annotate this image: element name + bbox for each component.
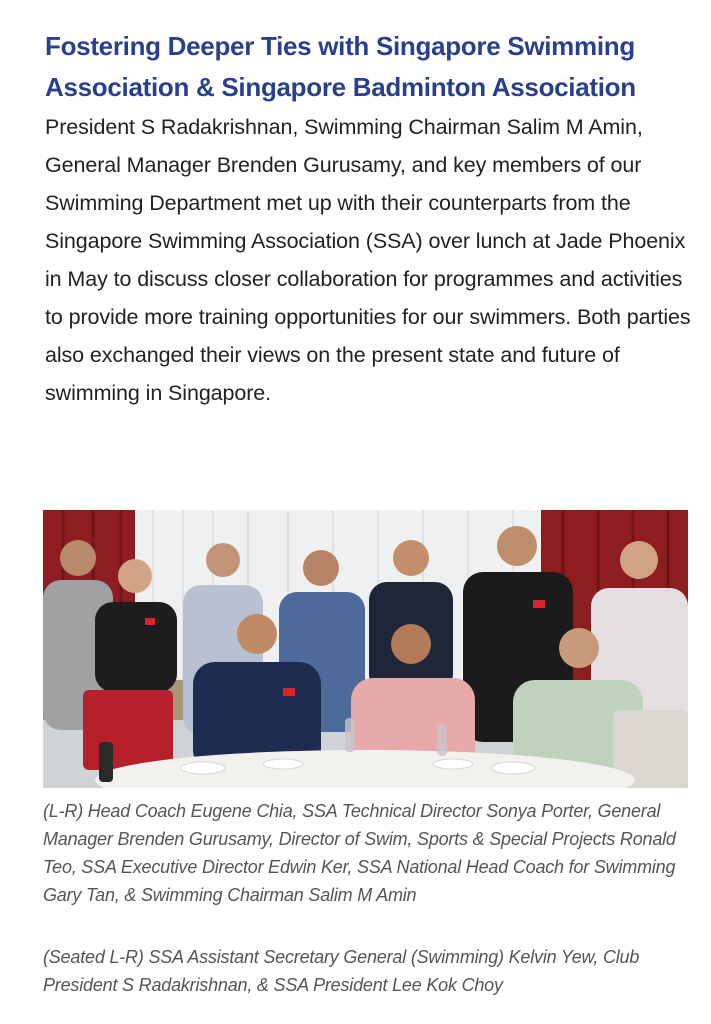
group-photo <box>43 510 688 788</box>
group-photo-illustration <box>43 510 688 788</box>
article <box>45 26 695 412</box>
photo-caption-seated: (Seated L-R) SSA Assistant Secretary General (Swimming) Kelvin Yew, Club President S Radakrishnan, & SSA President Lee Kok Choy <box>43 947 640 995</box>
article-body: President S Radakrishnan, Swimming Chairman Salim M Amin, General Manager Brenden Gurusamy, and key members of our Swimming Department met up with their counterparts from the Singapore Swimming Association (SSA) over lunch at Jade Phoenix in May to discuss closer collaboration for programmes and activities to provide more training opportunities for our swimmers. Both parties also exchanged their views on the present state and future of swimming in Singapore. <box>45 115 691 405</box>
red-chair <box>83 690 173 770</box>
article-headline: Fostering Deeper Ties with Singapore Swimming Association & Singapore Badminton Association <box>45 31 636 102</box>
photo-caption-standing: (L-R) Head Coach Eugene Chia, SSA Technical Director Sonya Porter, General Manager Brenden Gurusamy, Director of Swim, Sports & Special Projects Ronald Teo, SSA Executive Director Edwin Ker, SSA National Head Coach for Swimming Gary Tan, & Swimming Chairman Salim M Amin <box>43 801 676 905</box>
